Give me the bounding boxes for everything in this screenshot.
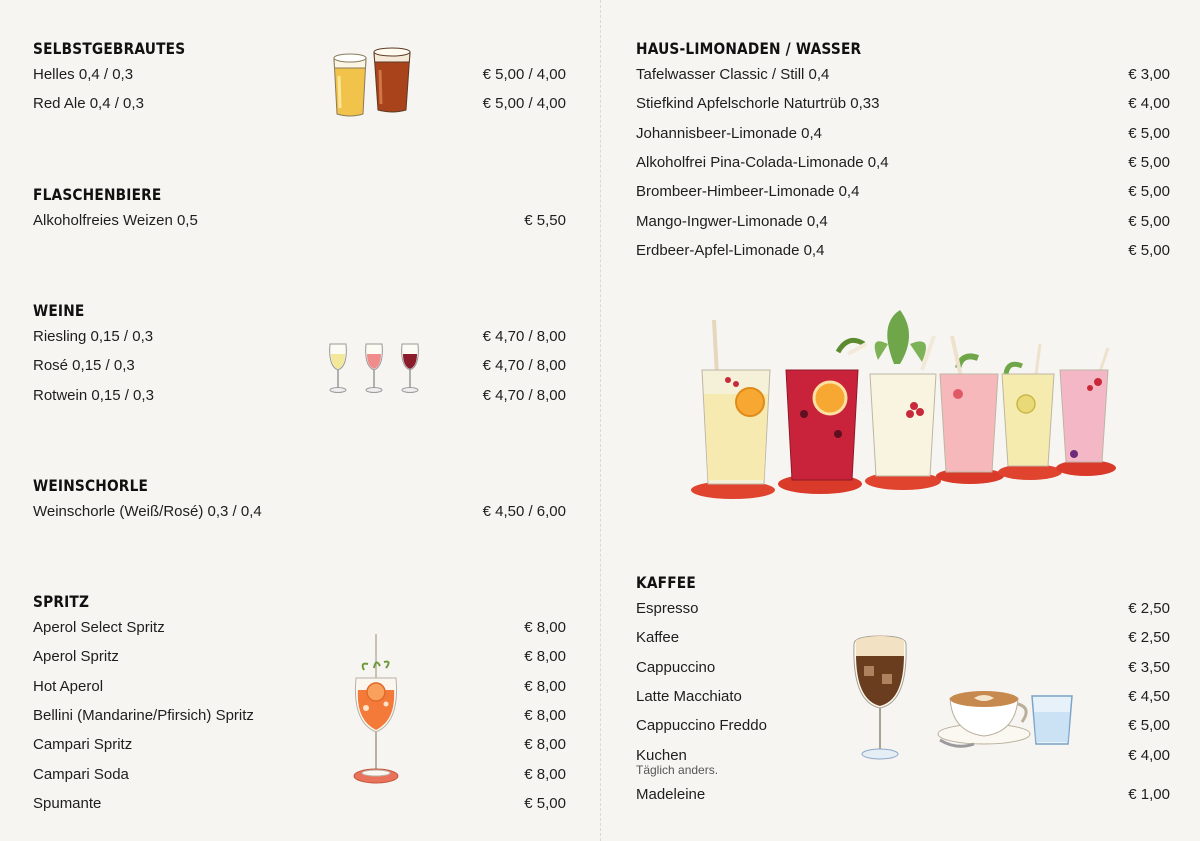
item-price: € 2,50 <box>1128 600 1170 618</box>
item-name: Kaffee <box>636 629 680 647</box>
section-weine <box>33 300 566 410</box>
item-price: € 5,00 / 4,00 <box>482 66 566 84</box>
red-ale-glass-icon <box>374 48 410 112</box>
item-price: € 4,00 <box>1128 95 1170 113</box>
item-name: Helles 0,4 / 0,3 <box>33 66 134 84</box>
wine-glasses-icon <box>324 340 424 396</box>
lemonade-glass-icon <box>1002 344 1054 466</box>
section-limonaden <box>636 38 1170 265</box>
item-price: € 4,70 / 8,00 <box>482 357 566 375</box>
section-title: SELBSTGEBRAUTES <box>33 39 186 58</box>
item-name: Madeleine <box>636 785 706 803</box>
item-price: € 8,00 <box>524 677 566 695</box>
menu-item <box>636 594 1170 623</box>
item-price: € 8,00 <box>524 765 566 783</box>
item-name: Rosé 0,15 / 0,3 <box>33 357 135 375</box>
item-price: € 8,00 <box>524 707 566 725</box>
menu-item <box>636 148 1170 177</box>
water-glass-icon <box>1032 696 1072 744</box>
item-name: Erdbeer-Apfel-Limonade 0,4 <box>636 241 825 259</box>
section-title: WEINE <box>33 301 85 320</box>
item-price: € 8,00 <box>524 619 566 637</box>
section-selbstgebrautes <box>33 38 566 119</box>
menu-item <box>33 759 566 788</box>
item-name: Cappuccino Freddo <box>636 717 767 735</box>
item-name: Campari Soda <box>33 765 129 783</box>
item-price: € 4,70 / 8,00 <box>482 386 566 404</box>
lemonade-glass-icon <box>786 340 866 480</box>
lemonade-glass-icon <box>870 310 936 476</box>
item-name: Kuchen <box>636 746 687 764</box>
lemonade-glasses-icon <box>688 304 1120 500</box>
item-list <box>33 60 566 119</box>
item-price: € 4,50 <box>1128 688 1170 706</box>
item-name: Mango-Ingwer-Limonade 0,4 <box>636 212 828 230</box>
item-name: Campari Spritz <box>33 736 133 754</box>
menu-item <box>33 60 566 89</box>
menu-item <box>33 206 566 235</box>
item-name: Weinschorle (Weiß/Rosé) 0,3 / 0,4 <box>33 503 262 521</box>
item-name: Tafelwasser Classic / Still 0,4 <box>636 66 830 84</box>
section-title: WEINSCHORLE <box>33 476 149 495</box>
item-price: € 5,00 <box>1128 212 1170 230</box>
item-name: Rotwein 0,15 / 0,3 <box>33 386 154 404</box>
item-price: € 5,00 <box>1128 717 1170 735</box>
cappuccino-freddo-glass-icon <box>854 636 906 759</box>
coffee-cups-icon <box>846 632 1078 764</box>
item-price: € 1,00 <box>1128 785 1170 803</box>
menu-item <box>33 789 566 818</box>
menu-item <box>33 497 566 526</box>
item-price: € 5,00 <box>1128 124 1170 142</box>
item-price: € 2,50 <box>1128 629 1170 647</box>
item-note: Täglich anders. <box>636 762 719 777</box>
section-flaschenbiere <box>33 184 566 235</box>
item-price: € 8,00 <box>524 648 566 666</box>
item-name: Latte Macchiato <box>636 688 742 706</box>
beer-glasses-icon <box>330 46 414 120</box>
menu-item <box>33 701 566 730</box>
item-price: € 5,50 <box>524 212 566 230</box>
item-price: € 4,50 / 6,00 <box>482 503 566 521</box>
helles-glass-icon <box>334 54 366 116</box>
item-price: € 8,00 <box>524 736 566 754</box>
item-price: € 5,00 <box>1128 183 1170 201</box>
menu-item <box>636 119 1170 148</box>
menu-item <box>33 322 566 351</box>
item-name: Alkoholfrei Pina-Colada-Limonade 0,4 <box>636 154 889 172</box>
item-name: Aperol Spritz <box>33 648 119 666</box>
menu-item <box>636 60 1170 89</box>
item-name: Cappuccino <box>636 658 716 676</box>
spritz-glass-icon <box>346 630 406 790</box>
item-name: Stiefkind Apfelschorle Naturtrüb 0,33 <box>636 95 880 113</box>
page-divider <box>600 0 601 841</box>
latte-cup-icon <box>938 691 1030 746</box>
menu-item <box>33 730 566 759</box>
lemonade-glass-icon <box>1060 348 1108 462</box>
item-name: Red Ale 0,4 / 0,3 <box>33 95 144 113</box>
section-spritz <box>33 591 566 818</box>
rose-wine-glass-icon <box>366 344 383 393</box>
item-price: € 5,00 / 4,00 <box>482 95 566 113</box>
item-name: Hot Aperol <box>33 677 104 695</box>
item-price: € 5,00 <box>1128 241 1170 259</box>
white-wine-glass-icon <box>330 344 347 393</box>
item-name: Spumante <box>33 794 102 812</box>
section-title: SPRITZ <box>33 592 90 611</box>
menu-item <box>33 351 566 380</box>
section-title: FLASCHENBIERE <box>33 185 162 204</box>
lemonade-glass-icon <box>702 320 770 484</box>
menu-item <box>636 236 1170 265</box>
item-name: Riesling 0,15 / 0,3 <box>33 328 154 346</box>
item-price: € 3,00 <box>1128 66 1170 84</box>
lemonade-glass-icon <box>940 336 998 472</box>
item-price: € 4,00 <box>1128 746 1170 764</box>
item-price: € 4,70 / 8,00 <box>482 328 566 346</box>
item-name: Bellini (Mandarine/Pfirsich) Spritz <box>33 707 254 725</box>
menu-item <box>33 672 566 701</box>
menu-item <box>636 780 1170 809</box>
item-name: Johannisbeer-Limonade 0,4 <box>636 124 822 142</box>
item-name: Brombeer-Himbeer-Limonade 0,4 <box>636 183 860 201</box>
menu-item <box>33 381 566 410</box>
section-weinschorle <box>33 475 566 526</box>
red-wine-glass-icon <box>402 344 419 393</box>
item-price: € 5,00 <box>524 794 566 812</box>
menu-item <box>636 206 1170 235</box>
menu-item <box>636 177 1170 206</box>
item-price: € 3,50 <box>1128 658 1170 676</box>
menu-item <box>33 613 566 642</box>
section-title: KAFFEE <box>636 573 696 592</box>
item-name: Alkoholfreies Weizen 0,5 <box>33 212 198 230</box>
menu-item <box>636 89 1170 118</box>
section-title: HAUS-LIMONADEN / WASSER <box>636 39 862 58</box>
item-price: € 5,00 <box>1128 154 1170 172</box>
menu-item <box>33 89 566 118</box>
item-name: Aperol Select Spritz <box>33 619 165 637</box>
item-name: Espresso <box>636 600 699 618</box>
menu-item <box>33 642 566 671</box>
